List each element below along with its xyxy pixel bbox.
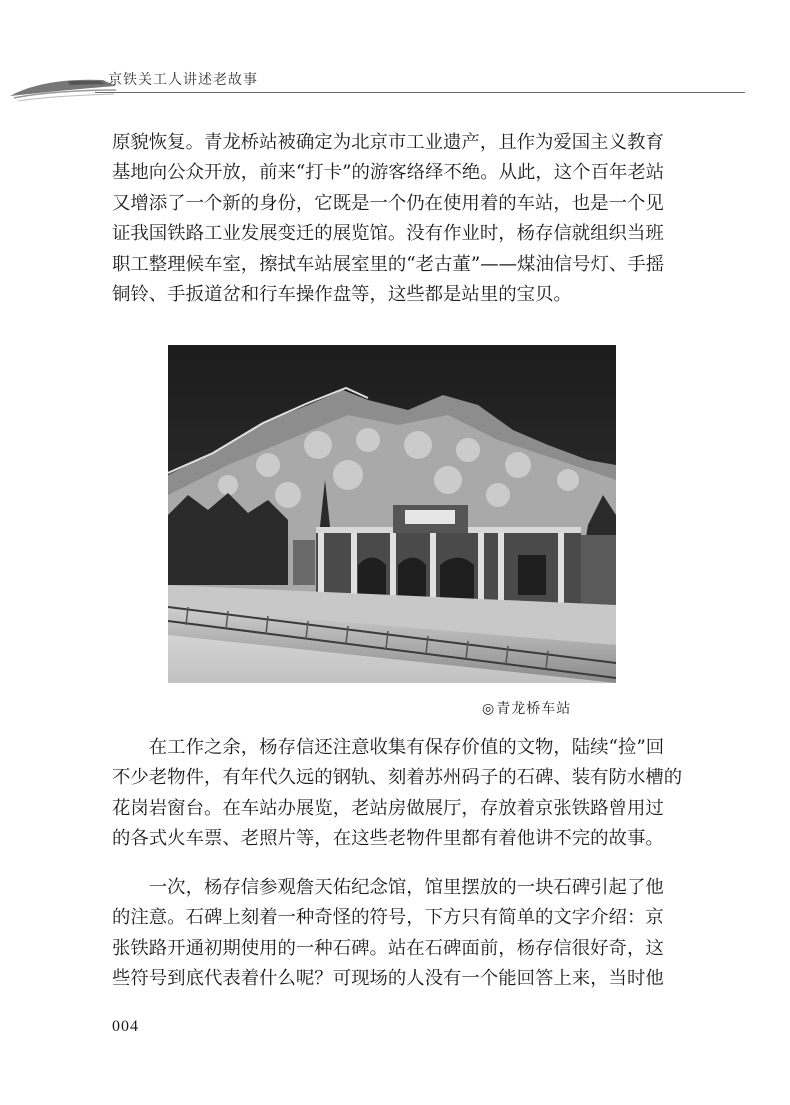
paragraph-2: [112, 733, 690, 855]
paragraph-3: [112, 873, 690, 995]
text-line: 的注意。石碑上刻着一种奇怪的符号，下方只有简单的文字介绍：京: [112, 907, 664, 929]
text-line: 又增添了一个新的身份，它既是一个仍在使用着的车站，也是一个见: [112, 192, 664, 214]
text-line: 铜铃、手扳道岔和行车操作盘等，这些都是站里的宝贝。: [112, 284, 572, 306]
page-number: 004: [112, 1018, 139, 1035]
photo-caption: [482, 698, 571, 718]
text-line: 些符号到底代表着什么呢？可现场的人没有一个能回答上来，当时他: [112, 968, 664, 990]
caption-text: 青龙桥车站: [496, 701, 572, 717]
station-photo: [168, 345, 616, 683]
high-speed-train-icon: [8, 66, 118, 106]
caption-mark: ◎: [482, 701, 496, 717]
text-line: 一次，杨存信参观詹天佑纪念馆，馆里摆放的一块石碑引起了他: [112, 877, 664, 898]
text-line: 的各式火车票、老照片等，在这些老物件里都有着他讲不完的故事。: [112, 828, 664, 850]
paragraph-1: [112, 128, 690, 310]
header-rule: [95, 92, 745, 93]
text-line: 原貌恢复。青龙桥站被确定为北京市工业遗产，且作为爱国主义教育: [112, 132, 664, 153]
text-line: 花岗岩窗台。在车站办展览，老站房做展厅，存放着京张铁路曾用过: [112, 797, 664, 819]
text-line: 职工整理候车室，擦拭车站展室里的“老古董”——煤油信号灯、手摇: [112, 253, 665, 275]
text-line: 在工作之余，杨存信还注意收集有保存价值的文物，陆续“捡”回: [112, 737, 665, 758]
text-line: 基地向公众开放，前来“打卡”的游客络绎不绝。从此，这个百年老站: [112, 162, 665, 184]
text-line: 证我国铁路工业发展变迁的展览馆。没有作业时，杨存信就组织当班: [112, 223, 664, 245]
text-line: 不少老物件，有年代久远的钢轨、刻着苏州码子的石碑、装有防水槽的: [112, 767, 683, 789]
text-line: 张铁路开通初期使用的一种石碑。站在石碑面前，杨存信很好奇，这: [112, 937, 664, 959]
running-header: [0, 52, 790, 112]
running-header-title: 京铁关工人讲述老故事: [108, 72, 258, 88]
